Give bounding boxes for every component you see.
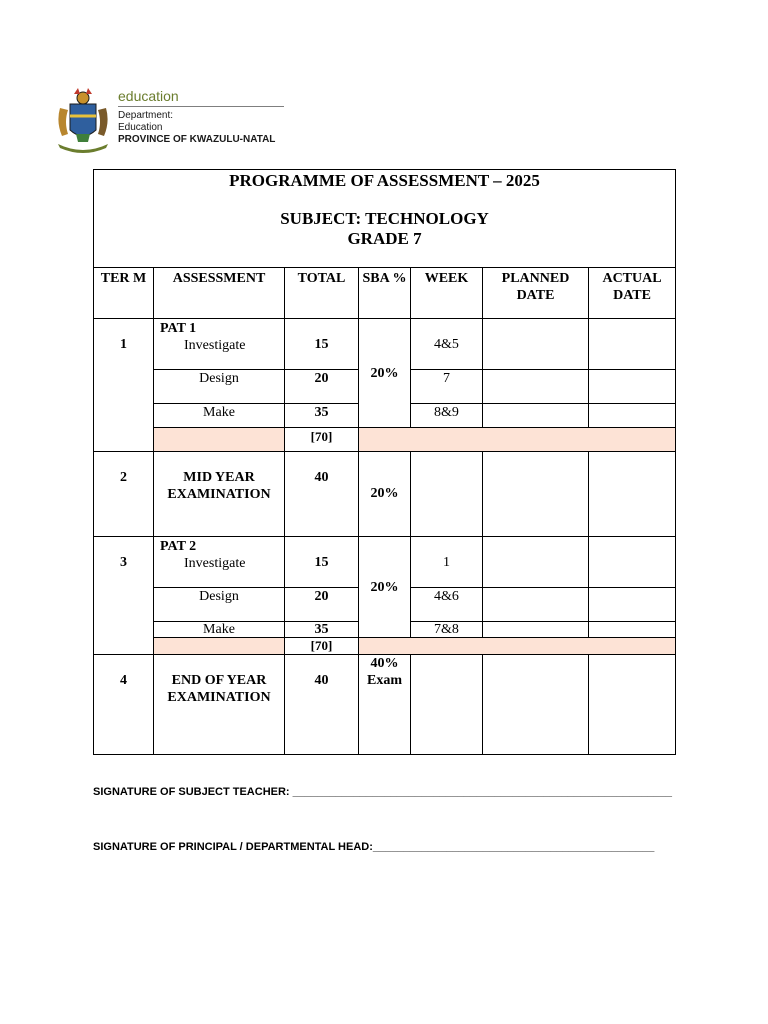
logo-department: Department: bbox=[118, 110, 174, 121]
task-name: Make bbox=[154, 622, 285, 638]
actual-date-cell[interactable] bbox=[589, 537, 676, 588]
task-total: 20 bbox=[285, 588, 359, 622]
header-assessment: ASSESSMENT bbox=[154, 268, 285, 319]
header-week: WEEK bbox=[411, 268, 483, 319]
task-week: 4&5 bbox=[411, 319, 483, 370]
planned-date-cell[interactable] bbox=[483, 404, 589, 428]
grade-title: GRADE 7 bbox=[347, 229, 422, 248]
table-header-row bbox=[94, 268, 676, 319]
header-planned-date: PLANNED DATE bbox=[483, 268, 589, 319]
department-logo bbox=[52, 86, 284, 156]
task-total: 35 bbox=[285, 622, 359, 638]
signature-principal: SIGNATURE OF PRINCIPAL / DEPARTMENTAL HEAD:______________________________________________ bbox=[93, 841, 655, 853]
actual-date-cell[interactable] bbox=[589, 655, 676, 755]
actual-date-cell[interactable] bbox=[589, 452, 676, 537]
sba-percent: 20% bbox=[359, 452, 411, 537]
subtotal-row bbox=[94, 428, 676, 452]
planned-date-cell[interactable] bbox=[483, 588, 589, 622]
planned-date-cell[interactable] bbox=[483, 655, 589, 755]
task-total: 15 bbox=[285, 319, 359, 370]
term-number: 4 bbox=[94, 655, 154, 755]
table-title-cell bbox=[94, 170, 676, 268]
table-row bbox=[94, 452, 676, 537]
table-row bbox=[94, 319, 676, 370]
header-actual-date: ACTUAL DATE bbox=[589, 268, 676, 319]
task-total: 35 bbox=[285, 404, 359, 428]
logo-province: PROVINCE OF KWAZULU-NATAL bbox=[118, 134, 276, 145]
planned-date-cell[interactable] bbox=[483, 537, 589, 588]
task-name: Design bbox=[154, 370, 285, 404]
actual-date-cell[interactable] bbox=[589, 404, 676, 428]
planned-date-cell[interactable] bbox=[483, 622, 589, 638]
logo-divider bbox=[118, 106, 284, 107]
sba-percent: 20% bbox=[359, 319, 411, 428]
actual-date-cell[interactable] bbox=[589, 622, 676, 638]
exam-total: 40 bbox=[285, 452, 359, 537]
task-total: 15 bbox=[285, 537, 359, 588]
exam-total: 40 bbox=[285, 655, 359, 755]
task-name: Investigate bbox=[184, 338, 246, 353]
planned-date-cell[interactable] bbox=[483, 319, 589, 370]
task-total: 20 bbox=[285, 370, 359, 404]
task-name: Investigate bbox=[184, 556, 246, 571]
term-number: 1 bbox=[94, 319, 154, 452]
logo-education: Education bbox=[118, 122, 163, 133]
subtotal-value: [70] bbox=[285, 638, 359, 655]
actual-date-cell[interactable] bbox=[589, 319, 676, 370]
planned-date-cell[interactable] bbox=[483, 452, 589, 537]
task-week: 7&8 bbox=[411, 622, 483, 638]
task-week: 4&6 bbox=[411, 588, 483, 622]
table-row bbox=[94, 655, 676, 755]
week-cell bbox=[411, 452, 483, 537]
subject-title: SUBJECT: TECHNOLOGY bbox=[280, 209, 489, 228]
actual-date-cell[interactable] bbox=[589, 370, 676, 404]
table-row bbox=[94, 537, 676, 588]
exam-name: MID YEAR EXAMINATION bbox=[154, 452, 285, 537]
document-title: PROGRAMME OF ASSESSMENT – 2025 bbox=[229, 171, 540, 190]
actual-date-cell[interactable] bbox=[589, 588, 676, 622]
exam-name: END OF YEAR EXAMINATION bbox=[154, 655, 285, 755]
planned-date-cell[interactable] bbox=[483, 370, 589, 404]
term-number: 2 bbox=[94, 452, 154, 537]
sba-percent: 20% bbox=[359, 537, 411, 638]
header-sba: SBA % bbox=[359, 268, 411, 319]
task-week: 1 bbox=[411, 537, 483, 588]
subtotal-value: [70] bbox=[285, 428, 359, 452]
signature-subject-teacher: SIGNATURE OF SUBJECT TEACHER: ______________________________________________________________ bbox=[93, 786, 672, 798]
sba-percent: 40% Exam bbox=[359, 655, 411, 755]
subtotal-blank bbox=[359, 428, 676, 452]
task-week: 8&9 bbox=[411, 404, 483, 428]
pat-label: PAT 2 bbox=[160, 539, 197, 554]
task-name: Design bbox=[154, 588, 285, 622]
logo-education-word: education bbox=[118, 88, 179, 104]
term-number: 3 bbox=[94, 537, 154, 655]
coat-of-arms-icon bbox=[52, 86, 114, 154]
subtotal-blank bbox=[359, 638, 676, 655]
task-name: Make bbox=[154, 404, 285, 428]
pat-label: PAT 1 bbox=[160, 321, 197, 336]
header-total: TOTAL bbox=[285, 268, 359, 319]
subtotal-blank bbox=[154, 638, 285, 655]
week-cell bbox=[411, 655, 483, 755]
assessment-table bbox=[93, 169, 676, 755]
task-week: 7 bbox=[411, 370, 483, 404]
subtotal-row bbox=[94, 638, 676, 655]
header-term: TER M bbox=[94, 268, 154, 319]
subtotal-blank bbox=[154, 428, 285, 452]
